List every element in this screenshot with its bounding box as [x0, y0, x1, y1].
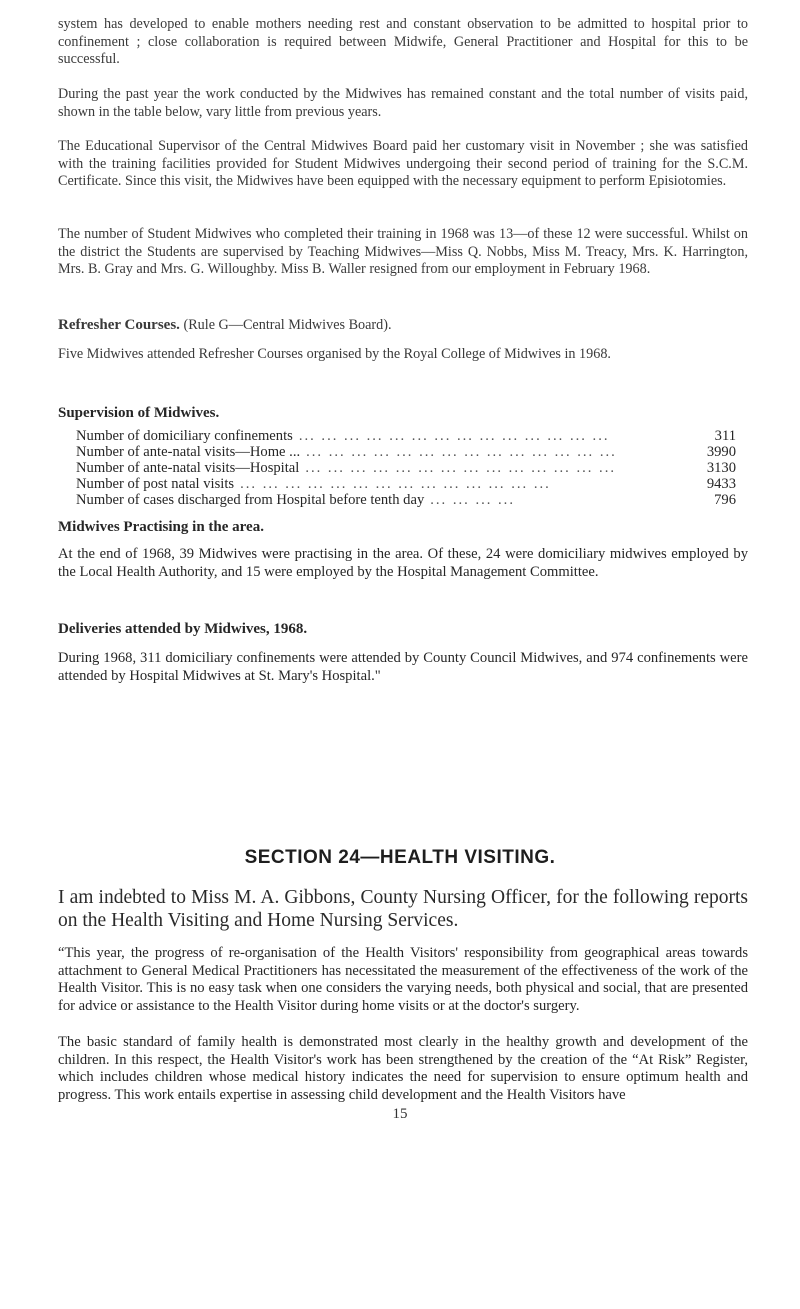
paragraph-text: During 1968, 311 domiciliary confinements were attended by County Council Midwives, and 974 confinements were attended by Hospital Midwives at St. Mary's Hospital."	[58, 650, 748, 684]
table-row	[76, 476, 736, 492]
paragraph-text: At the end of 1968, 39 Midwives were practising in the area. Of these, 24 were domiciliary midwives employed by the Local Health Authority, and 15 were employed by the Hospital Management Committee.	[58, 546, 748, 580]
paragraph-text: “This year, the progress of re-organisation of the Health Visitors' responsibility from geographical areas towards attachment to General Medical Practitioners has necessitated the measurement of the effectiveness of the work of the Health Visitor. This is no easy task when one considers the varying needs, both physical and social, that are presented for advice or assistance to the Health Visitor during home visits or at the doctor's surgery.	[58, 945, 748, 1014]
row-label: Number of cases discharged from Hospital before tenth day	[76, 492, 425, 508]
paragraph-text: The Educational Supervisor of the Central Midwives Board paid her customary visit in November ; she was satisfied with the training facilities provided for Student Midwives undergoing their second period of training for the S.C.M. Certificate. Since this visit, the Midwives have been equipped with the necessary equipment to perform Episiotomies.	[58, 138, 748, 189]
row-label: Number of post natal visits	[76, 476, 235, 492]
practising-heading-line	[58, 519, 748, 537]
supervision-heading-line	[58, 405, 748, 423]
table-row	[76, 492, 736, 508]
page-number: 15	[392, 1106, 408, 1122]
paragraph-text: I am indebted to Miss M. A. Gibbons, County Nursing Officer, for the following reports on the Health Visiting and Home Nursing Services.	[58, 887, 748, 931]
table-row	[76, 444, 736, 460]
row-value: 3130	[706, 460, 736, 476]
table-row	[76, 428, 736, 444]
leader-dots: ... ... ... ...	[430, 492, 515, 508]
paragraph-text: The basic standard of family health is demonstrated most clearly in the healthy growth and development of the children. In this respect, the Health Visitor's work has been strengthened by the creation of the “At Risk” Register, which includes children whose medical history indicates the need for supervision to ensure optimum health and progress. This work entails expertise in assessing child development and the Health Visitors have	[58, 1034, 748, 1103]
deliveries-heading: Deliveries attended by Midwives, 1968.	[58, 621, 308, 637]
row-value: 796	[714, 492, 736, 508]
leader-dots: ... ... ... ... ... ... ... ... ... ... ... ... ... ...	[240, 476, 551, 492]
paragraph-text: During the past year the work conducted by the Midwives has remained constant and the total number of visits paid, shown in the table below, vary little from previous years.	[58, 86, 748, 120]
paragraph-refresher-courses	[58, 346, 748, 364]
row-value: 3990	[706, 444, 736, 460]
paragraph-midwives-practising	[58, 546, 748, 581]
table-row	[76, 460, 736, 476]
paragraph-deliveries	[58, 650, 748, 685]
leader-dots: ... ... ... ... ... ... ... ... ... ... ... ... ... ...	[305, 460, 616, 476]
paragraph-text: Five Midwives attended Refresher Courses organised by the Royal College of Midwives in 1968.	[58, 346, 611, 362]
supervision-heading: Supervision of Midwives.	[58, 405, 220, 421]
supervision-table	[76, 428, 736, 508]
paragraph-text: system has developed to enable mothers needing rest and constant observation to be admitted to hospital prior to confinement ; close collaboration is required between Midwife, General Practitioner and Hospital for this to be successful.	[58, 16, 748, 67]
paragraph-student-midwives	[58, 226, 748, 279]
paragraph-family-health	[58, 1034, 748, 1104]
paragraph-text: The number of Student Midwives who completed their training in 1968 was 13—of these 12 were successful. Whilst on the district the Students are supervised by Teaching Midwives—Miss Q. Nobbs, Miss M. Treacy, Mrs. K. Harrington, Mrs. B. Gray and Mrs. G. Willoughby. Miss B. Waller resigned from our employment in February 1968.	[58, 226, 748, 277]
row-value: 9433	[706, 476, 736, 492]
row-label: Number of ante-natal visits—Hospital	[76, 460, 300, 476]
leader-dots: ... ... ... ... ... ... ... ... ... ... ... ... ... ...	[298, 428, 610, 444]
row-label: Number of ante-natal visits—Home ...	[76, 444, 301, 460]
row-value: 311	[714, 428, 736, 444]
paragraph-section-intro	[58, 886, 748, 932]
refresher-heading: Refresher Courses.	[58, 317, 180, 333]
deliveries-heading-line	[58, 621, 748, 639]
refresher-heading-line	[58, 317, 748, 335]
paragraph-hospital-admission	[58, 16, 748, 69]
paragraph-work-conducted	[58, 86, 748, 121]
leader-dots: ... ... ... ... ... ... ... ... ... ... ... ... ... ...	[306, 444, 617, 460]
paragraph-educational-supervisor	[58, 138, 748, 191]
practising-heading: Midwives Practising in the area.	[58, 519, 264, 535]
paragraph-health-visitors-reorganisation	[58, 945, 748, 1015]
section-title: SECTION 24—HEALTH VISITING.	[244, 847, 556, 868]
refresher-rule: (Rule G—Central Midwives Board).	[183, 317, 392, 333]
row-label: Number of domiciliary confinements	[76, 428, 293, 444]
